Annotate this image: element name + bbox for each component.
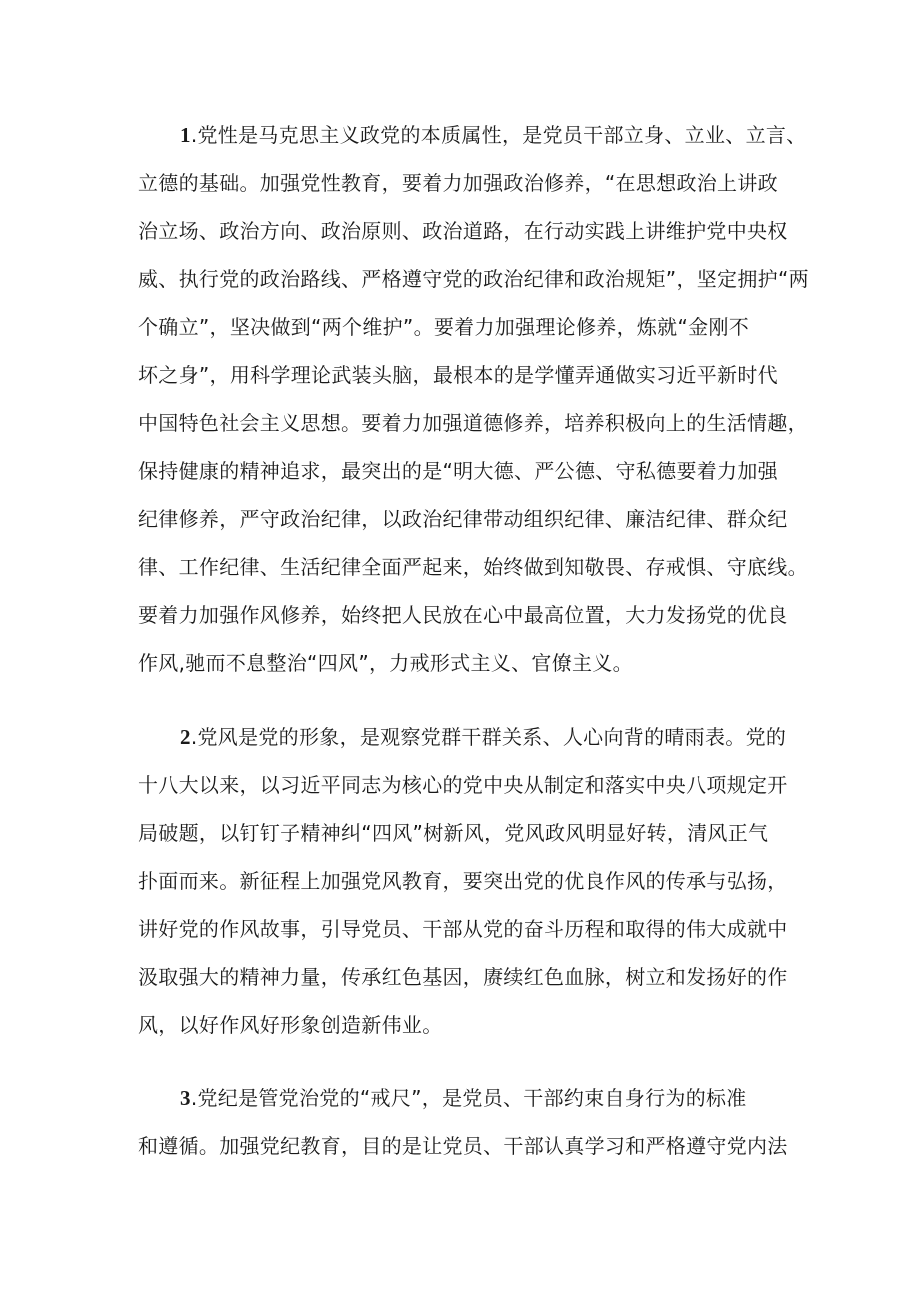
paragraph-3-line-1: 3.党纪是管党治党的“戒尺”，是党员、干部约束自身行为的标准 bbox=[180, 1086, 747, 1110]
paragraph-1-line-3: 治立场、政治方向、政治原则、政治道路，在行动实践上讲维护党中央权 bbox=[138, 219, 788, 243]
paragraph-1-line-8: 保持健康的精神追求，最突出的是“明大德、严公德、守私德要着力加强 bbox=[138, 459, 778, 483]
paragraph-1-number: 1 bbox=[180, 123, 191, 147]
paragraph-3-number: 3 bbox=[180, 1086, 191, 1110]
paragraph-1-line-1: 1.党性是马克思主义政党的本质属性，是党员干部立身、立业、立言、 bbox=[180, 123, 807, 147]
paragraph-2-line-2: 十八大以来，以习近平同志为核心的党中央从制定和落实中央八项规定开 bbox=[138, 773, 788, 797]
paragraph-2-line-6: 汲取强大的精神力量，传承红色基因，赓续红色血脉，树立和发扬好的作 bbox=[138, 965, 788, 989]
paragraph-2-number: 2 bbox=[180, 725, 191, 749]
paragraph-1-line-9: 纪律修养，严守政治纪律，以政治纪律带动组织纪律、廉洁纪律、群众纪 bbox=[138, 507, 788, 531]
paragraph-2-line-7: 风，以好作风好形象创造新伟业。 bbox=[138, 1013, 443, 1037]
paragraph-2-line-4: 扑面而来。新征程上加强党风教育，要突出党的优良作风的传承与弘扬， bbox=[138, 869, 788, 893]
paragraph-1-line-10: 律、工作纪律、生活纪律全面严起来，始终做到知敬畏、存戒惧、守底线。 bbox=[138, 555, 808, 579]
paragraph-3-line-2: 和遵循。加强党纪教育，目的是让党员、干部认真学习和严格遵守党内法 bbox=[138, 1134, 788, 1158]
paragraph-2-line-5: 讲好党的作风故事，引导党员、干部从党的奋斗历程和取得的伟大成就中 bbox=[138, 917, 788, 941]
paragraph-2-line-1: 2.党风是党的形象，是观察党群干群关系、人心向背的晴雨表。党的 bbox=[180, 725, 787, 749]
paragraph-1-line-5: 个确立”，坚决做到“两个维护”。要着力加强理论修养，炼就“金刚不 bbox=[138, 315, 750, 339]
paragraph-1-line-6: 坏之身”，用科学理论武装头脑，最根本的是学懂弄通做实习近平新时代 bbox=[138, 363, 778, 387]
paragraph-1-line-4: 威、执行党的政治路线、严格遵守党的政治纪律和政治规矩”，坚定拥护“两 bbox=[138, 267, 809, 291]
paragraph-1-line-11: 要着力加强作风修养，始终把人民放在心中最高位置，大力发扬党的优良 bbox=[138, 603, 788, 627]
paragraph-1-line-2: 立德的基础。加强党性教育，要着力加强政治修养，“在思想政治上讲政 bbox=[138, 171, 778, 195]
paragraph-1-line-7: 中国特色社会主义思想。要着力加强道德修养，培养积极向上的生活情趣， bbox=[138, 411, 808, 435]
paragraph-1-line-12: 作风,驰而不息整治“四风”，力戒形式主义、官僚主义。 bbox=[138, 651, 633, 675]
paragraph-2-line-3: 局破题，以钉钉子精神纠“四风”树新风，党风政风明显好转，清风正气 bbox=[138, 821, 769, 845]
